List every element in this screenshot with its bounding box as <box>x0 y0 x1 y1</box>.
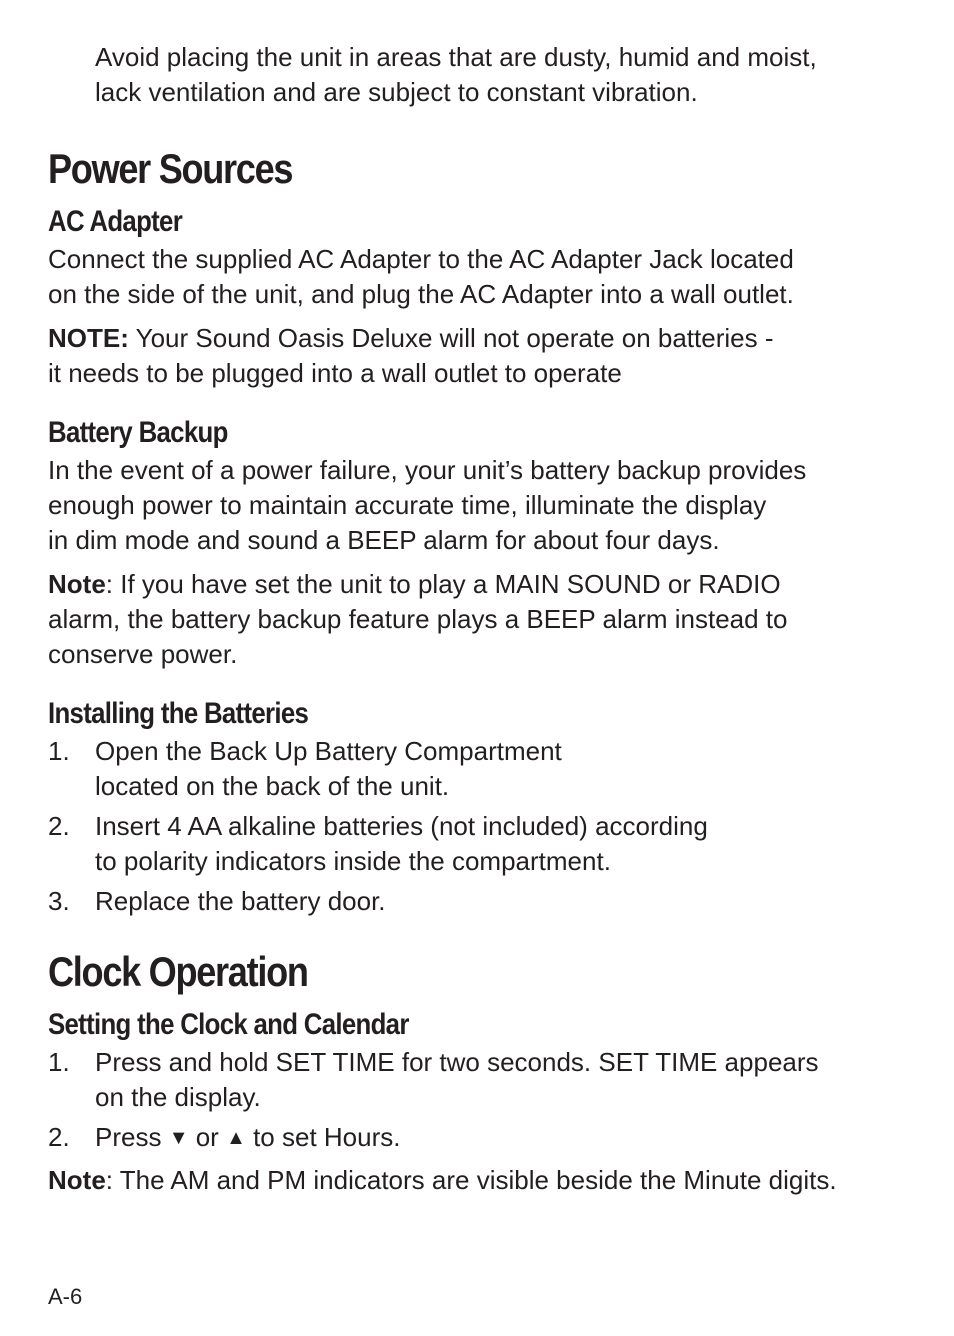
clock-note: Note: The AM and PM indicators are visible beside the Minute digits. <box>48 1165 837 1195</box>
ac-adapter-paragraph: Connect the supplied AC Adapter to the AC Adapter Jack located on the side of the unit, and plug the AC Adapter into a wall outlet. <box>48 244 794 309</box>
intro-paragraph: Avoid placing the unit in areas that are dusty, humid and moist, lack ventilation and are subject to constant vibration. <box>95 42 817 107</box>
battery-backup-heading: Battery Backup <box>48 416 228 449</box>
manual-page <box>48 40 928 1198</box>
list-item: 1. Open the Back Up Battery Compartment located on the back of the unit. <box>48 736 562 801</box>
ac-adapter-note: NOTE: Your Sound Oasis Deluxe will not operate on batteries - it needs to be plugged into a wall outlet to operate <box>48 323 774 388</box>
battery-backup-note: Note: If you have set the unit to play a MAIN SOUND or RADIO alarm, the battery backup feature plays a BEEP alarm instead to conserve power. <box>48 569 788 669</box>
installing-steps-list <box>48 734 928 919</box>
setting-steps-list <box>48 1045 928 1158</box>
setting-clock-heading: Setting the Clock and Calendar <box>48 1008 409 1041</box>
note-label: Note <box>48 569 106 599</box>
note-label: NOTE: <box>48 323 129 353</box>
list-item: 1. Press and hold SET TIME for two seconds. SET TIME appears on the display. <box>48 1047 819 1112</box>
list-item: 2. Insert 4 AA alkaline batteries (not included) according to polarity indicators inside the compartment. <box>48 811 708 876</box>
power-sources-title: Power Sources <box>48 145 293 192</box>
battery-backup-paragraph: In the event of a power failure, your unit’s battery backup provides enough power to maintain accurate time, illuminate the display in dim mode and sound a BEEP alarm for about four days. <box>48 455 807 555</box>
page-number: A-6 <box>48 1284 83 1309</box>
down-arrow-icon: ▼ <box>168 1127 189 1149</box>
list-item: 2. Press ▼ or ▲ to set Hours. <box>48 1122 401 1152</box>
ac-adapter-heading: AC Adapter <box>48 205 183 238</box>
up-arrow-icon: ▲ <box>226 1127 246 1149</box>
list-item: 3. Replace the battery door. <box>48 886 386 916</box>
note-label: Note <box>48 1165 106 1195</box>
installing-batteries-heading: Installing the Batteries <box>48 697 309 730</box>
clock-operation-title: Clock Operation <box>48 948 308 995</box>
